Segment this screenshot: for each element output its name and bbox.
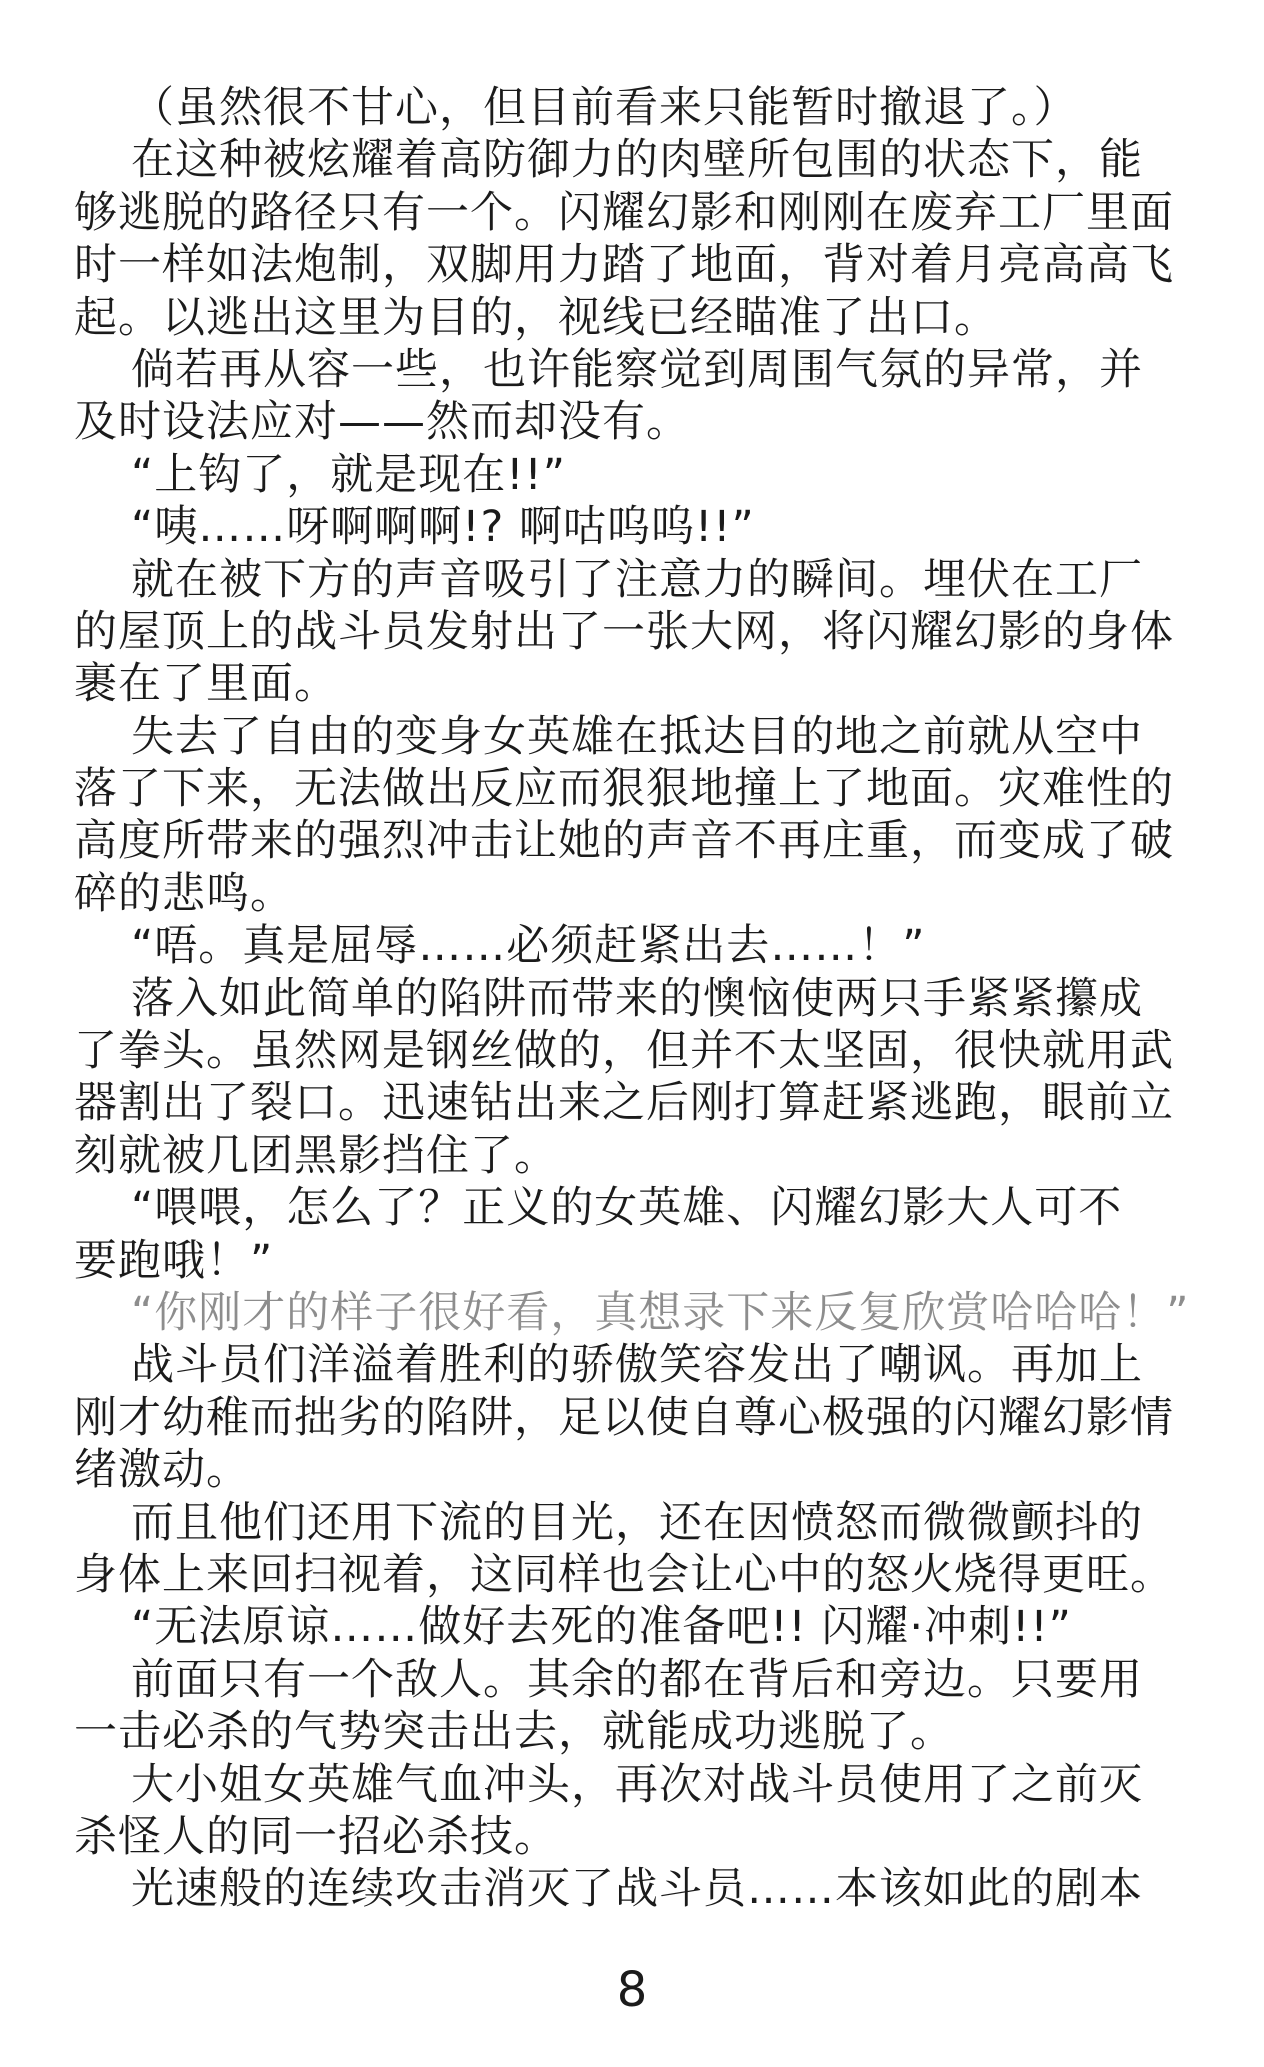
- text-line: 在这种被炫耀着高防御力的肉壁所包围的状态下，能: [131, 135, 1143, 186]
- text-line: 及时设法应对——然而却没有。: [74, 397, 690, 448]
- text-line: 裹在了里面。: [74, 659, 338, 710]
- text-line: 够逃脱的路径只有一个。闪耀幻影和刚刚在废弃工厂里面: [74, 187, 1174, 238]
- text-line: 大小姐女英雄气血冲头，再次对战斗员使用了之前灭: [131, 1759, 1143, 1810]
- page-number: 8: [616, 1962, 648, 2018]
- text-line: 失去了自由的变身女英雄在抵达目的地之前就从空中: [131, 711, 1143, 762]
- text-line: 刻就被几团黑影挡住了。: [74, 1130, 558, 1181]
- text-line: 一击必杀的气势突击出去，就能成功逃脱了。: [74, 1707, 954, 1758]
- text-line: 绪激动。: [74, 1445, 250, 1496]
- text-line: 前面只有一个敌人。其余的都在背后和旁边。只要用: [131, 1654, 1143, 1705]
- text-line: 战斗员们洋溢着胜利的骄傲笑容发出了嘲讽。再加上: [131, 1340, 1143, 1391]
- text-line: “你刚才的样子很好看，真想录下来反复欣赏哈哈哈！”: [131, 1287, 1190, 1338]
- text-line: 落了下来，无法做出反应而狠狠地撞上了地面。灾难性的: [74, 764, 1174, 815]
- text-line: “喂喂，怎么了？正义的女英雄、闪耀幻影大人可不: [131, 1183, 1123, 1234]
- text-line: 杀怪人的同一招必杀技。: [74, 1811, 558, 1862]
- text-line: 的屋顶上的战斗员发射出了一张大网，将闪耀幻影的身体: [74, 606, 1174, 657]
- text-line: 了拳头。虽然网是钢丝做的，但并不太坚固，很快就用武: [74, 1026, 1174, 1077]
- text-line: 而且他们还用下流的目光，还在因愤怒而微微颤抖的: [131, 1497, 1143, 1548]
- text-line: “咦……呀啊啊啊!? 啊咕呜呜!!”: [131, 502, 755, 553]
- text-line: 光速般的连续攻击消灭了战斗员……本该如此的剧本: [131, 1864, 1143, 1915]
- text-line: 身体上来回扫视着，这同样也会让心中的怒火烧得更旺。: [74, 1549, 1174, 1600]
- text-line: 刚才幼稚而拙劣的陷阱，足以使自尊心极强的闪耀幻影情: [74, 1392, 1174, 1443]
- text-line: （虽然很不甘心，但目前看来只能暂时撤退了。）: [131, 83, 1078, 133]
- text-line: 要跑哦！”: [74, 1235, 274, 1286]
- text-line: “上钩了，就是现在!!”: [131, 449, 567, 500]
- text-line: 高度所带来的强烈冲击让她的声音不再庄重，而变成了破: [74, 816, 1174, 867]
- text-line: 就在被下方的声音吸引了注意力的瞬间。埋伏在工厂: [131, 554, 1143, 605]
- text-line: 起。以逃出这里为目的，视线已经瞄准了出口。: [74, 292, 998, 343]
- text-block: [74, 82, 1204, 1916]
- text-line: “无法原谅……做好去死的准备吧!! 闪耀·冲刺!!”: [131, 1602, 1072, 1653]
- text-line: 时一样如法炮制，双脚用力踏了地面，背对着月亮高高飞: [74, 240, 1174, 291]
- text-line: 落入如此简单的陷阱而带来的懊恼使两只手紧紧攥成: [131, 973, 1143, 1024]
- text-line: 碎的悲鸣。: [74, 868, 294, 919]
- text-line: 器割出了裂口。迅速钻出来之后刚打算赶紧逃跑，眼前立: [74, 1078, 1174, 1129]
- text-line: 倘若再从容一些，也许能察觉到周围气氛的异常，并: [131, 344, 1143, 395]
- text-line: “唔。真是屈辱……必须赶紧出去……！”: [131, 921, 926, 972]
